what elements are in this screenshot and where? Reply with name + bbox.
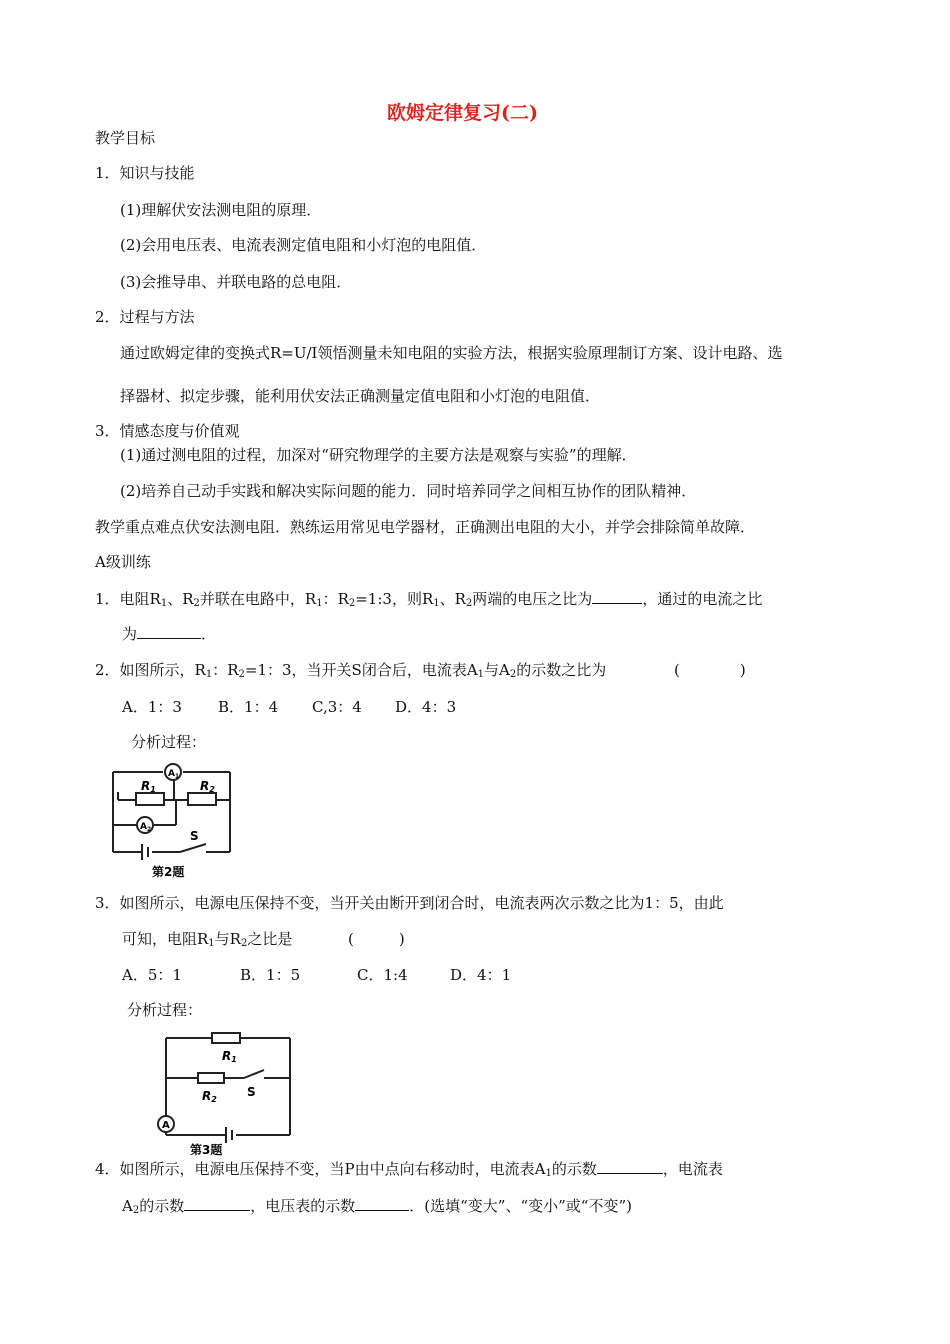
section-3-item: (1)通过测电阻的过程，加深对“研究物理学的主要方法是观察与实验”的理解． [120, 446, 637, 464]
svg-text:第3题: 第3题 [190, 1143, 223, 1157]
circuit-diagram [108, 762, 238, 882]
section-1-item: (2)会用电压表、电流表测定值电阻和小灯泡的电阻值． [120, 236, 487, 254]
svg-text:S: S [247, 1085, 256, 1099]
question-3-option: D．4：1 [450, 966, 512, 984]
question-4-line-1: 4．如图所示，电源电压保持不变，当P由中点向右移动时，电流表$A_1$的示数 ，电流表 [95, 1160, 723, 1179]
answer-blank[interactable] [597, 1159, 663, 1174]
answer-blank[interactable] [184, 1196, 250, 1211]
svg-text:A1: $A_1$ [168, 769, 180, 780]
section-1-item: (3)会推导串、并联电路的总电阻． [120, 273, 352, 291]
svg-text:R1: R1 [222, 1049, 237, 1064]
key-points: 教学重点难点伏安法测电阻．熟练运用常见电学器材，正确测出电阻的大小，并学会排除简单故障． [95, 518, 756, 536]
question-3-option: B．1：5 [240, 966, 301, 984]
svg-text:A2: $A_2$ [140, 822, 152, 833]
question-3-answer-bracket: ( ) [348, 930, 405, 948]
question-3-circuit-figure [150, 1030, 300, 1158]
svg-text:R1: R1 [141, 779, 156, 794]
answer-blank[interactable] [137, 624, 201, 639]
question-2-answer-bracket: ( ) [674, 661, 746, 679]
question-2-option: C,3：4 [312, 698, 362, 716]
section-2-line: 通过欧姆定律的变换式R=U/I领悟测量未知电阻的实验方法，根据实验原理制订方案、设计电路、选 [120, 344, 783, 362]
question-2-stem: 2．如图所示，$R_1$：$R_2=1$：3，当开关S闭合后，电流表$A_1$与$A_2$的示数之比为 [95, 661, 607, 680]
a-level-heading: A级训练 [95, 553, 151, 571]
svg-text:R2: R2 [202, 1089, 217, 1104]
circuit-diagram [150, 1030, 300, 1158]
question-4-line-2: $A_2$的示数 ，电压表的示数 ．(选填“变大”、“变小”或“不变”) [122, 1197, 632, 1216]
section-1-heading: 1．知识与技能 [95, 164, 195, 182]
question-3-option: C．1:4 [357, 966, 408, 984]
section-1-item: (1)理解伏安法测电阻的原理． [120, 201, 322, 219]
section-3-item: (2)培养自己动手实践和解决实际问题的能力．同时培养同学之间相互协作的团队精神． [120, 482, 697, 500]
svg-text:R2: R2 [200, 779, 215, 794]
svg-text:A: A [162, 1120, 170, 1131]
answer-blank[interactable] [592, 589, 642, 604]
section-3-heading: 3．情感态度与价值观 [95, 422, 240, 440]
page-title: 欧姆定律复习(二) [387, 102, 538, 124]
svg-text:第2题: 第2题 [152, 865, 185, 879]
question-3-analysis-label: 分析过程： [127, 1001, 203, 1019]
question-3-option: A．5：1 [122, 966, 182, 984]
question-1-line-1: 1．电阻$R_1$、$R_2$并联在电路中，$R_1$：$R_2=1:3$，则$R_1$、$R_2$两端的电压之比为 ，通过的电流之比 [95, 590, 763, 609]
question-3-line-1: 3．如图所示，电源电压保持不变，当开关由断开到闭合时，电流表两次示数之比为1：5，由此 [95, 894, 724, 912]
question-2-option: B．1：4 [218, 698, 279, 716]
svg-text:S: S [190, 829, 199, 843]
question-3-line-2: 可知，电阻$R_1$与$R_2$之比是 [122, 930, 293, 949]
question-2-analysis-label: 分析过程： [131, 733, 207, 751]
question-1-line-2: 为 ． [122, 625, 217, 643]
section-2-line: 择器材、拟定步骤，能利用伏安法正确测量定值电阻和小灯泡的电阻值． [120, 387, 601, 405]
question-2-option: A．1：3 [122, 698, 182, 716]
question-2-circuit-figure [108, 762, 238, 882]
objectives-heading: 教学目标 [95, 129, 156, 147]
section-2-heading: 2．过程与方法 [95, 308, 195, 326]
answer-blank[interactable] [355, 1196, 409, 1211]
question-2-option: D．4：3 [395, 698, 457, 716]
